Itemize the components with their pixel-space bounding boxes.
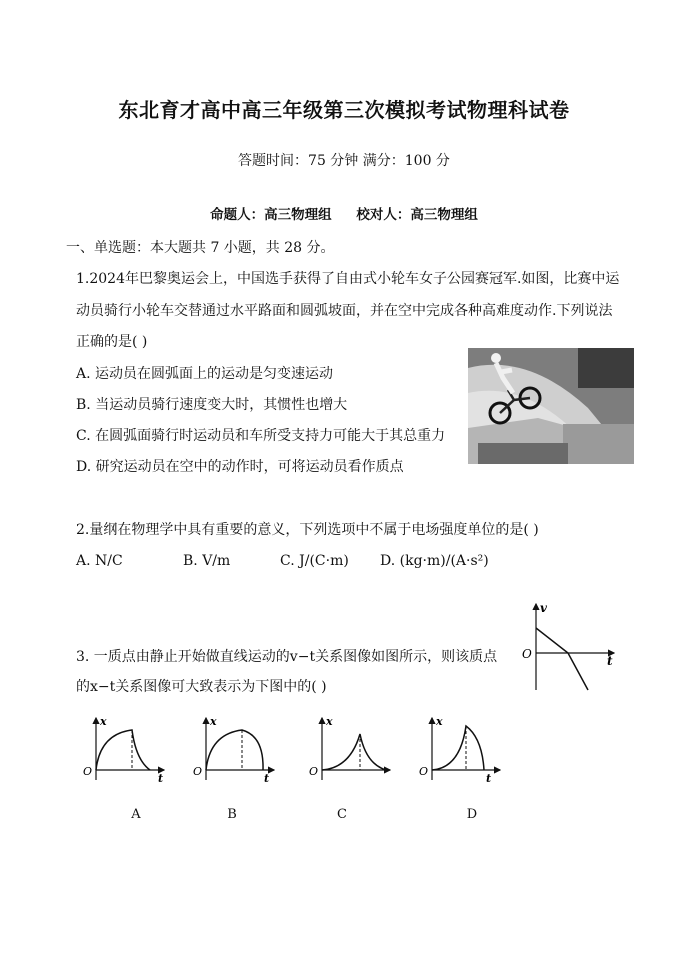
q3-stem-line2: 的x−t关系图像可大致表示为下图中的( ) — [76, 679, 327, 695]
exam-title: 东北育才高中高三年级第三次模拟考试物理科试卷 — [118, 98, 570, 122]
bmx-rider-photo — [468, 348, 634, 464]
xt-choice-label-a: A — [131, 807, 141, 822]
exam-authors — [0, 203, 688, 223]
xt-graph-c — [304, 712, 394, 784]
xt-curve-c — [322, 734, 386, 770]
xt-d-origin: O — [419, 765, 429, 778]
vt-graph — [518, 598, 618, 694]
vt-curve — [536, 628, 588, 690]
vt-y-label: v — [540, 601, 547, 615]
section-heading: 一、单选题：本大题共 7 小题，共 28 分。 — [66, 240, 335, 256]
xt-graph-a — [78, 712, 168, 784]
q1-stem-line2: 动员骑行小轮车交替通过水平路面和圆弧坡面，并在空中完成各种高难度动作.下列说法 — [76, 303, 613, 319]
xt-curve-d — [432, 726, 484, 770]
q2-option-b: B. V/m — [183, 553, 231, 569]
q2-stem: 2.量纲在物理学中具有重要的意义，下列选项中不属于电场强度单位的是( ) — [76, 522, 539, 538]
xt-d-y-label: x — [436, 715, 443, 728]
xt-curve-b — [206, 730, 263, 770]
xt-a-y-label: x — [100, 715, 107, 728]
q1-stem-line1: 1.2024年巴黎奥运会上，中国选手获得了自由式小轮车女子公园赛冠军.如图，比赛中运 — [76, 271, 620, 287]
q2-option-d: D. (kg·m)/(A·s²) — [380, 553, 489, 569]
author-label: 命题人：高三物理组 — [210, 207, 332, 223]
xt-b-x-label: t — [264, 772, 270, 784]
xt-c-y-label: x — [326, 715, 333, 728]
xt-a-origin: O — [83, 765, 93, 778]
xt-c-origin: O — [309, 765, 319, 778]
xt-d-x-label: t — [486, 772, 492, 784]
q2-option-a: A. N/C — [76, 553, 123, 569]
xt-b-y-label: x — [210, 715, 217, 728]
vt-origin-label: O — [522, 647, 532, 661]
q1-option-a: A. 运动员在圆弧面上的运动是匀变速运动 — [76, 366, 334, 382]
q1-option-d: D. 研究运动员在空中的动作时，可将运动员看作质点 — [76, 459, 404, 475]
q2-option-c: C. J/(C·m) — [280, 553, 349, 569]
xt-choice-label-b: B — [227, 807, 237, 822]
xt-graph-b — [188, 712, 278, 784]
xt-choice-label-d: D — [466, 807, 478, 822]
xt-a-x-label: t — [158, 772, 164, 784]
xt-graph-d — [414, 712, 504, 784]
xt-b-origin: O — [193, 765, 203, 778]
q3-stem-line1: 3. 一质点由静止开始做直线运动的v−t关系图像如图所示，则该质点 — [76, 649, 498, 665]
xt-curve-a — [96, 730, 150, 770]
exam-time-info: 答题时间：75 分钟 满分：100 分 — [238, 153, 450, 169]
q1-stem-line3: 正确的是( ) — [76, 334, 148, 350]
vt-x-label: t — [607, 654, 613, 668]
q1-option-b: B. 当运动员骑行速度变大时，其惯性也增大 — [76, 397, 348, 413]
xt-choice-label-c: C — [337, 807, 347, 822]
reviewer-label: 校对人：高三物理组 — [356, 207, 478, 223]
q1-option-c: C. 在圆弧面骑行时运动员和车所受支持力可能大于其总重力 — [76, 428, 446, 444]
